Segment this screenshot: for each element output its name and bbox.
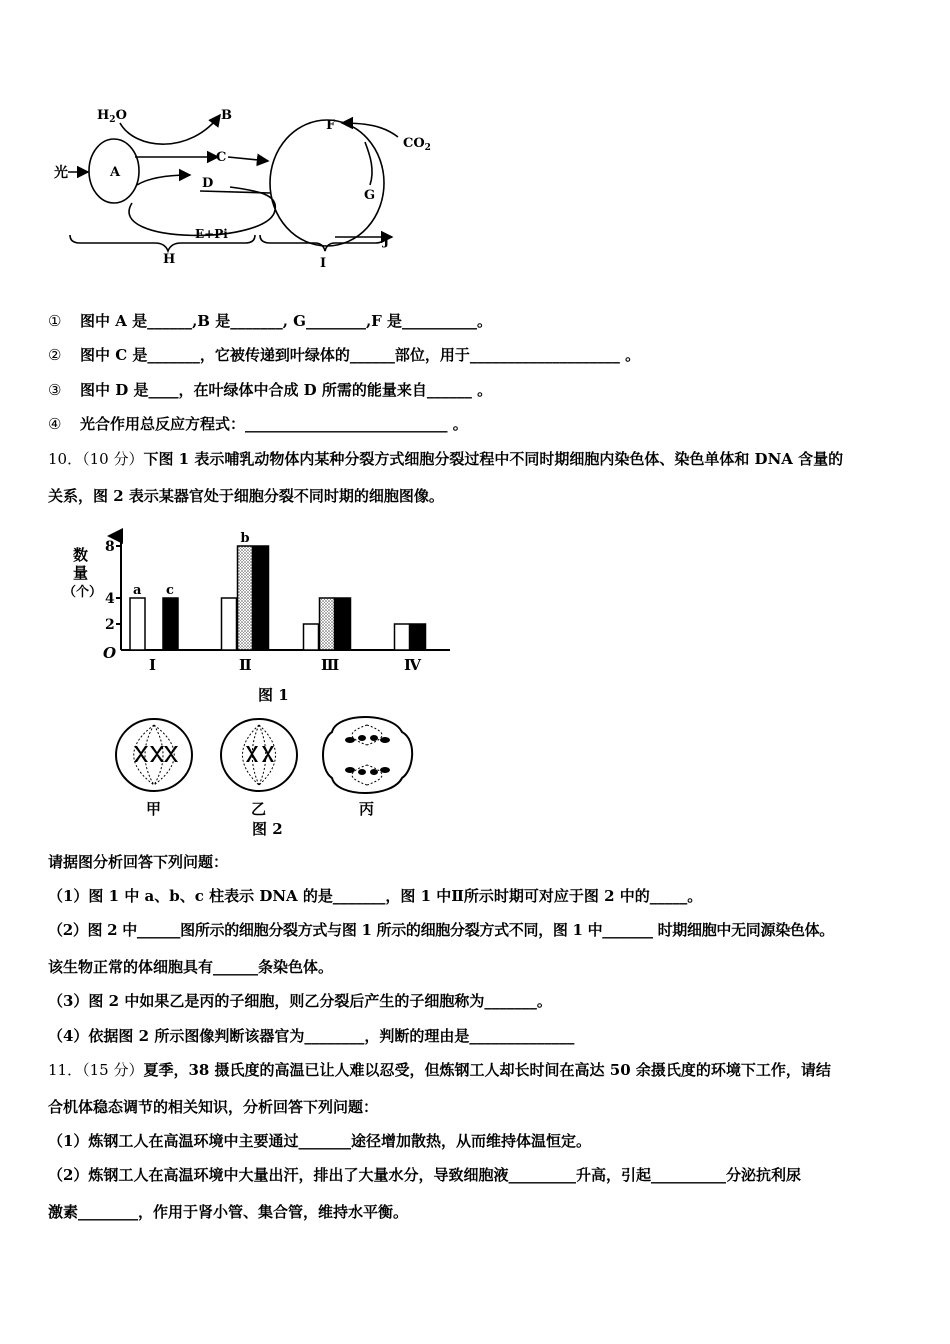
ylabel-line-1: 数: [73, 546, 89, 564]
q11-sub-1: （1）炼钢工人在高温环境中主要通过_______途径增加散热，从而维持体温恒定。: [48, 1132, 591, 1150]
q9-marker-1: ①: [48, 312, 62, 330]
q10-sub-1: （1）图 1 中 a、b、c 柱表示 DNA 的是_______，图 1 中Ⅱ所示时期可对应于图 2 中的_____。: [48, 887, 703, 905]
x-category-label: Ⅲ: [321, 656, 340, 674]
origin-label: O: [103, 644, 117, 662]
cell-label-jia: 甲: [146, 800, 162, 818]
figure1-caption: 图 1: [258, 686, 289, 704]
bar-b-2: [238, 546, 253, 650]
q10-sub-2a: （2）图 2 中______图所示的细胞分裂方式与图 1 所示的细胞分裂方式不同，图 1 中_______ 时期细胞中无同源染色体。: [48, 921, 835, 939]
x-category-label: Ⅱ: [239, 656, 252, 674]
q10-stem-line-1: [48, 449, 843, 469]
q10-sub-3: （3）图 2 中如果乙是丙的子细胞，则乙分裂后产生的子细胞称为_______。: [48, 992, 552, 1010]
q9-line-2: [48, 345, 640, 365]
label-c: C: [216, 150, 227, 165]
series-label-a: a: [133, 583, 142, 598]
label-co2: $CO_2$: [403, 136, 431, 153]
ylabel-line-2: 量: [73, 564, 89, 582]
q10-sub-4: （4）依据图 2 所示图像判断该器官为________，判断的理由是______________: [48, 1027, 575, 1045]
y-tick-label: 2: [105, 617, 115, 633]
figure2-cells: [112, 710, 422, 840]
bar-c-2: [254, 546, 269, 650]
q11-number: 11．（15 分）: [48, 1061, 144, 1079]
q10-sub-2b: 该生物正常的体细胞具有______条染色体。: [48, 958, 334, 976]
bar-a-2: [222, 598, 237, 650]
label-e-pi: E+Pi: [195, 227, 228, 241]
q9-text-1: 图中 A 是______,B 是_______, G________,F 是__________。: [80, 312, 493, 330]
bar-c-3: [336, 598, 351, 650]
q9-line-1: [48, 311, 492, 331]
bar-c-1: [163, 598, 178, 650]
q9-text-2: 图中 C 是_______，它被传递到叶绿体的______部位，用于____________________ 。: [80, 346, 641, 364]
figure2-caption: 图 2: [252, 820, 283, 838]
x-category-label: Ⅰ: [149, 656, 157, 674]
photosynthesis-diagram: [40, 95, 460, 275]
label-j: J: [383, 234, 390, 249]
y-tick-label: 4: [105, 591, 115, 607]
label-h: H: [163, 252, 176, 267]
q10-stem-2: 关系，图 2 表示某器官处于细胞分裂不同时期的细胞图像。: [48, 487, 444, 505]
bar-c-4: [411, 624, 426, 650]
label-light: 光: [54, 165, 68, 181]
x-category-label: Ⅳ: [404, 656, 422, 674]
label-a: A: [110, 165, 121, 180]
q9-marker-4: ④: [48, 415, 62, 433]
bar-a-1: [130, 598, 145, 650]
q9-marker-2: ②: [48, 346, 62, 364]
label-f: F: [326, 118, 336, 133]
q11-sub-2b: 激素________，作用于肾小管、集合管，维持水平衡。: [48, 1203, 409, 1221]
y-tick-label: 8: [105, 539, 115, 555]
q9-text-3: 图中 D 是____，在叶绿体中合成 D 所需的能量来自______ 。: [80, 381, 493, 399]
q9-marker-3: ③: [48, 381, 62, 399]
bar-a-4: [395, 624, 410, 650]
q11-stem-2: 合机体稳态调节的相关知识，分析回答下列问题：: [48, 1098, 379, 1116]
bar-a-3: [304, 624, 319, 650]
q10-number: 10．（10 分）: [48, 450, 144, 468]
bar-b-3: [320, 598, 335, 650]
cell-label-yi: 乙: [251, 800, 267, 818]
cell-label-bing: 丙: [359, 800, 375, 818]
q11-stem-line-1: [48, 1060, 831, 1080]
q10-prompt: 请据图分析回答下列问题：: [48, 853, 229, 871]
series-label-b: b: [240, 531, 250, 546]
q11-stem-1: 夏季，38 摄氏度的高温已让人难以忍受，但炼钢工人却长时间在高达 50 余摄氏度的环境下工作，请结: [143, 1061, 831, 1079]
q9-line-4: [48, 414, 468, 434]
label-g: G: [364, 188, 376, 203]
q9-text-4: 光合作用总反应方程式：___________________________ 。: [80, 415, 468, 433]
series-label-c: c: [166, 583, 174, 598]
label-b: B: [221, 108, 232, 123]
label-i: I: [320, 256, 327, 271]
q10-stem-1: 下图 1 表示哺乳动物体内某种分裂方式细胞分裂过程中不同时期细胞内染色体、染色单体和 DNA 含量的: [143, 450, 844, 468]
figure1-bar-chart: [55, 528, 465, 708]
label-d: D: [202, 176, 214, 191]
ylabel-line-3: （个）: [63, 585, 103, 600]
label-h2o: $H_2O$: [97, 108, 127, 125]
q9-line-3: [48, 380, 492, 400]
q11-sub-2a: （2）炼钢工人在高温环境中大量出汗，排出了大量水分，导致细胞液_________升高，引起__________分泌抗利尿: [48, 1166, 801, 1184]
